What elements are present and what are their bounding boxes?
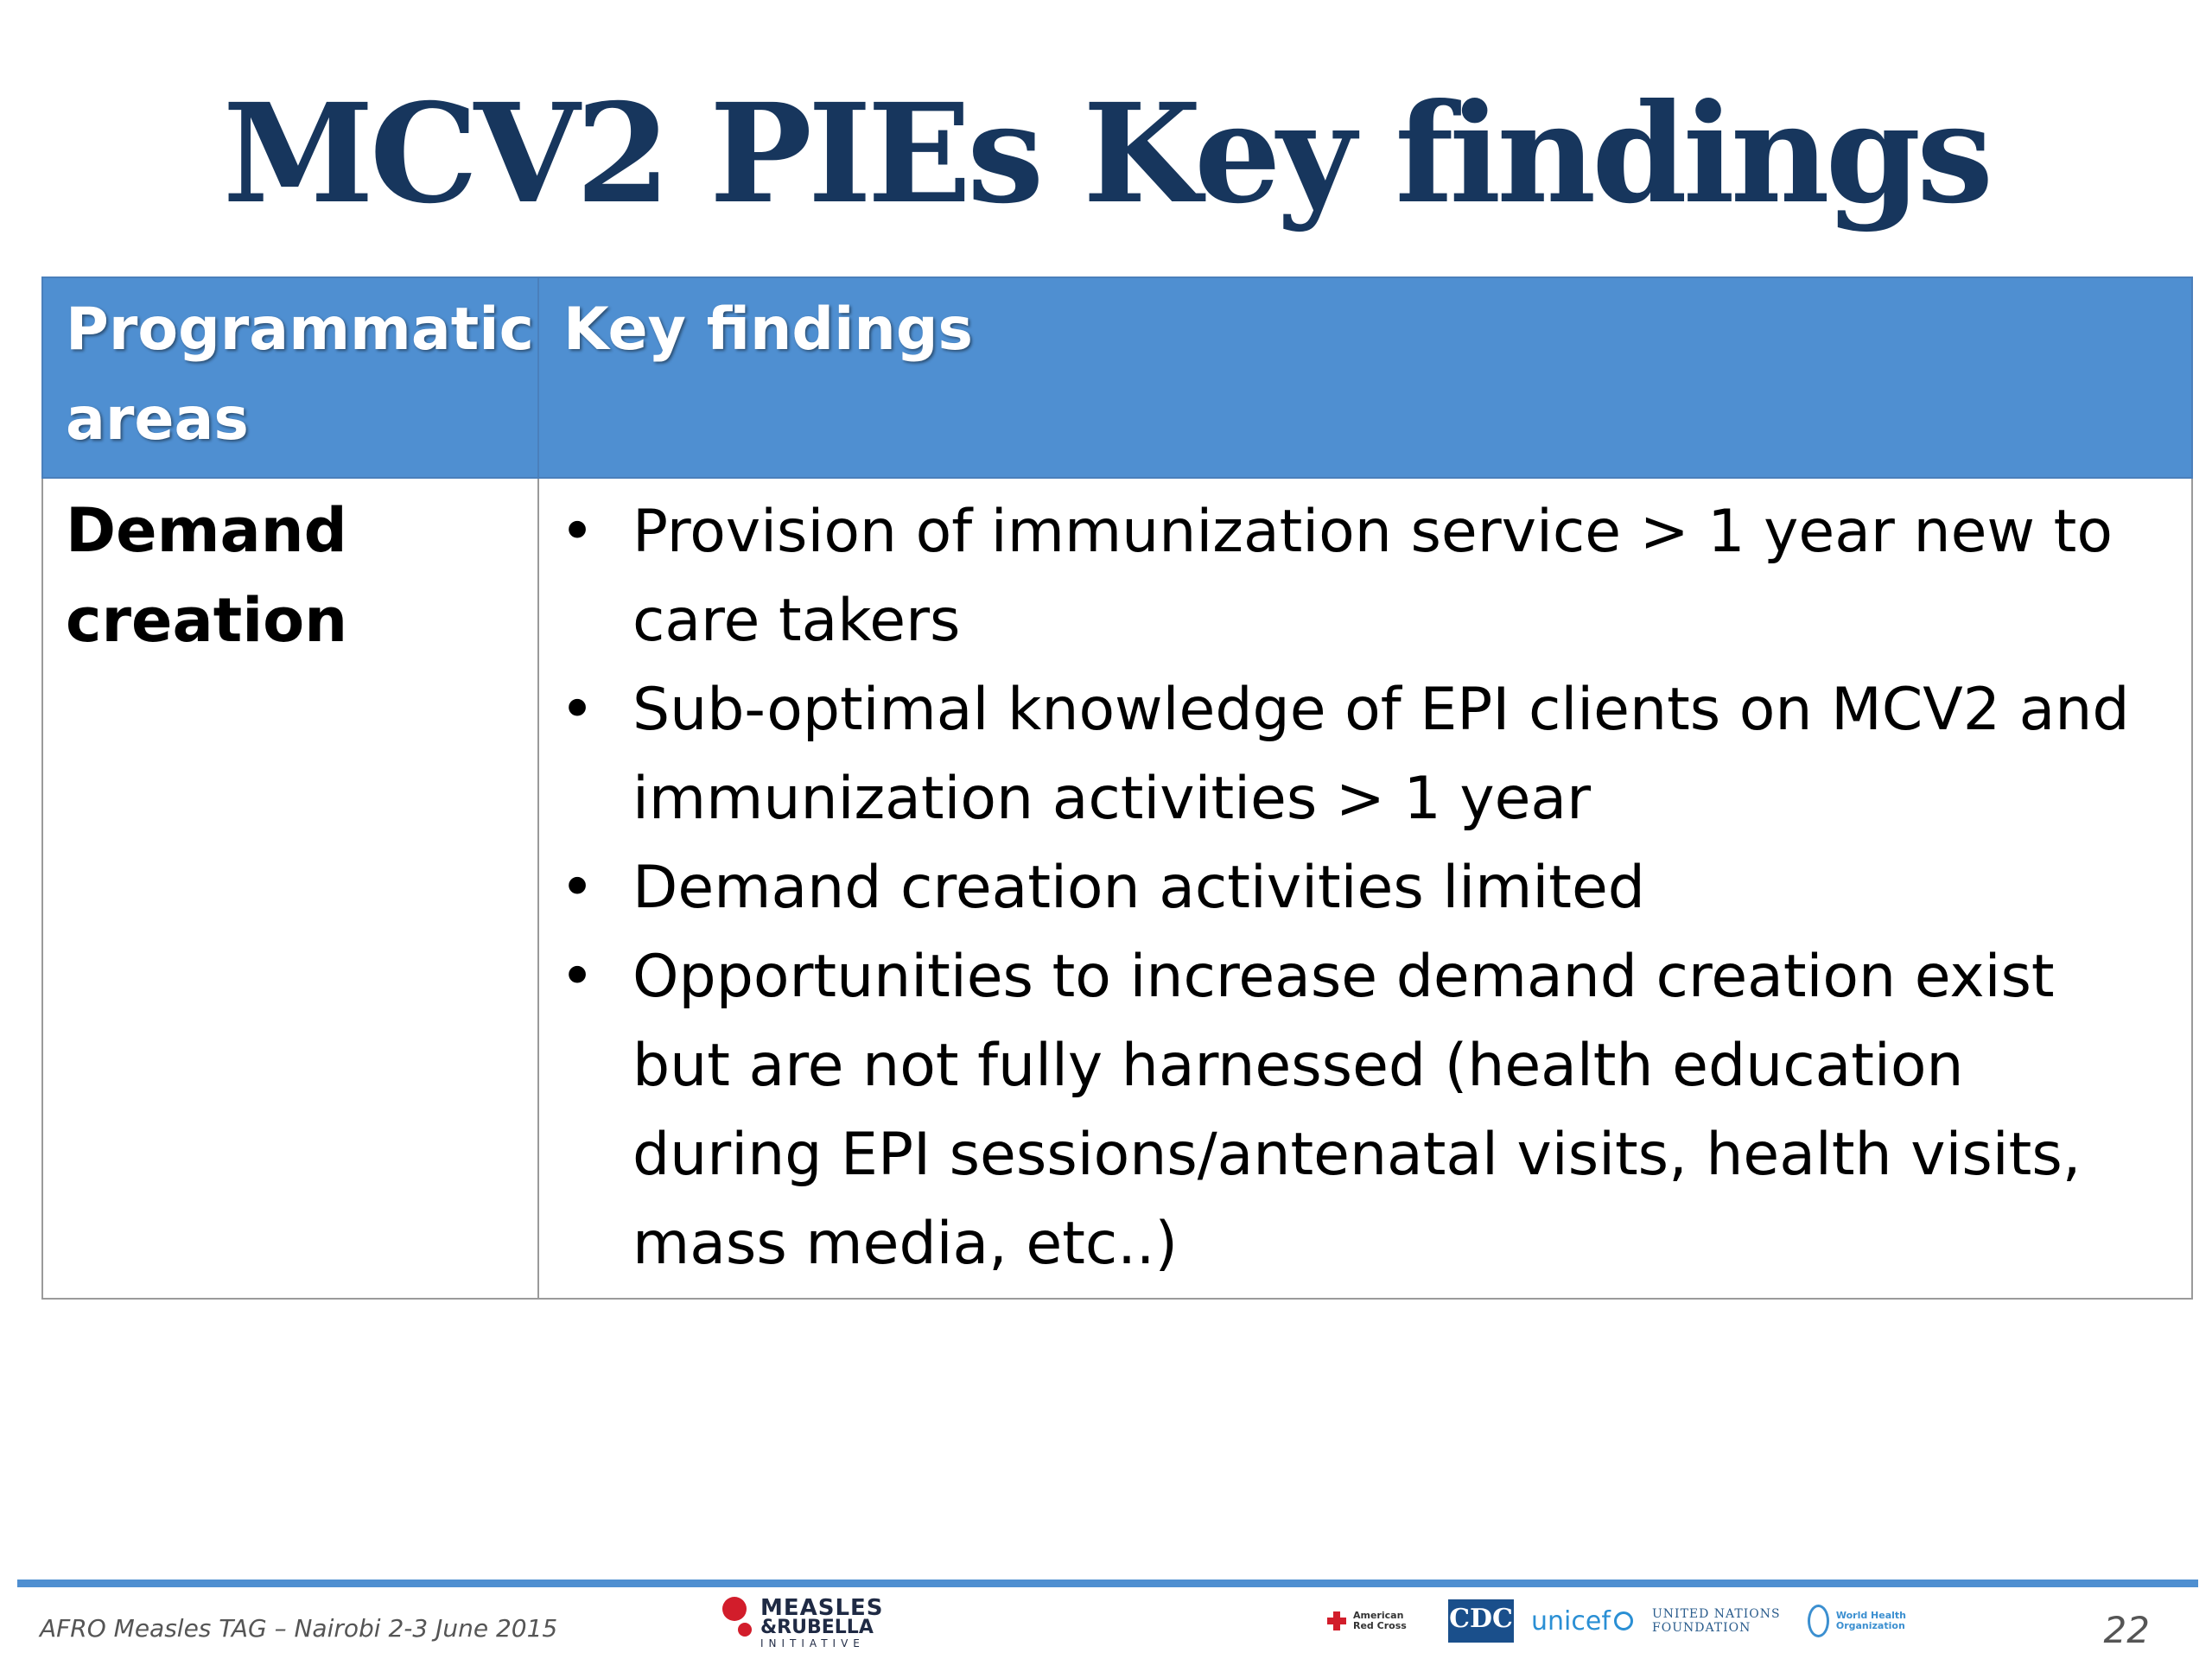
findings-list: [539, 479, 2191, 1288]
footer-text: AFRO Measles TAG – Nairobi 2-3 June 2015: [40, 1614, 558, 1643]
bullet-icon: •: [560, 854, 595, 922]
finding-text: Demand creation activities limited: [632, 854, 1645, 922]
american-red-cross-logo: [1327, 1595, 1422, 1647]
finding-text: Sub-optimal knowledge of EPI clients on MCV2 and immunization activities > 1 year: [632, 676, 2130, 833]
list-item: [539, 843, 2165, 932]
page-number: 22: [2103, 1609, 2150, 1651]
logo-text: unicef: [1531, 1605, 1611, 1637]
logo-text: American Red Cross: [1353, 1610, 1407, 1631]
logo-text: World Health Organization: [1835, 1610, 1907, 1631]
table-row: [42, 478, 2192, 1299]
red-cross-icon: [1327, 1611, 1346, 1630]
unicef-logo: [1531, 1595, 1635, 1647]
logo-dot-icon: [722, 1597, 747, 1621]
area-cell: Demand creation: [42, 478, 538, 1299]
bullet-icon: •: [560, 943, 595, 1011]
bullet-icon: •: [560, 498, 595, 566]
logo-text: INITIATIVE: [760, 1637, 865, 1649]
logo-text: MEASLES: [760, 1595, 884, 1621]
bullet-icon: •: [560, 676, 595, 744]
un-foundation-logo: [1652, 1595, 1787, 1647]
cdc-logo: [1448, 1595, 1514, 1647]
list-item: [539, 665, 2165, 843]
list-item: [539, 932, 2165, 1288]
logo-text: CDC: [1448, 1599, 1514, 1643]
finding-text: Provision of immunization service > 1 year new to care takers: [632, 498, 2113, 655]
measles-rubella-initiative-logo: [722, 1597, 895, 1650]
list-item: [539, 487, 2165, 665]
finding-text: Opportunities to increase demand creation exist but are not fully harnessed (health education during EPI sessions/antenatal visits, health visits, mass media, etc..): [632, 943, 2082, 1278]
logo-text: &RUBELLA: [760, 1617, 874, 1638]
globe-icon: [1614, 1611, 1633, 1630]
footer-divider: [17, 1580, 2198, 1587]
partner-logos: [1327, 1595, 1932, 1647]
header-programmatic-areas: Programmatic areas: [42, 277, 538, 478]
slide-title: MCV2 PIEs Key findings: [222, 74, 1990, 234]
logo-text: UNITED NATIONS FOUNDATION: [1652, 1607, 1781, 1635]
table-header-row: [42, 277, 2192, 478]
header-key-findings: Key findings: [538, 277, 2192, 478]
who-emblem-icon: [1808, 1605, 1829, 1637]
findings-cell: [538, 478, 2192, 1299]
who-logo: [1808, 1595, 1920, 1647]
key-findings-table: [41, 276, 2193, 1300]
logo-dot-icon: [738, 1623, 752, 1637]
